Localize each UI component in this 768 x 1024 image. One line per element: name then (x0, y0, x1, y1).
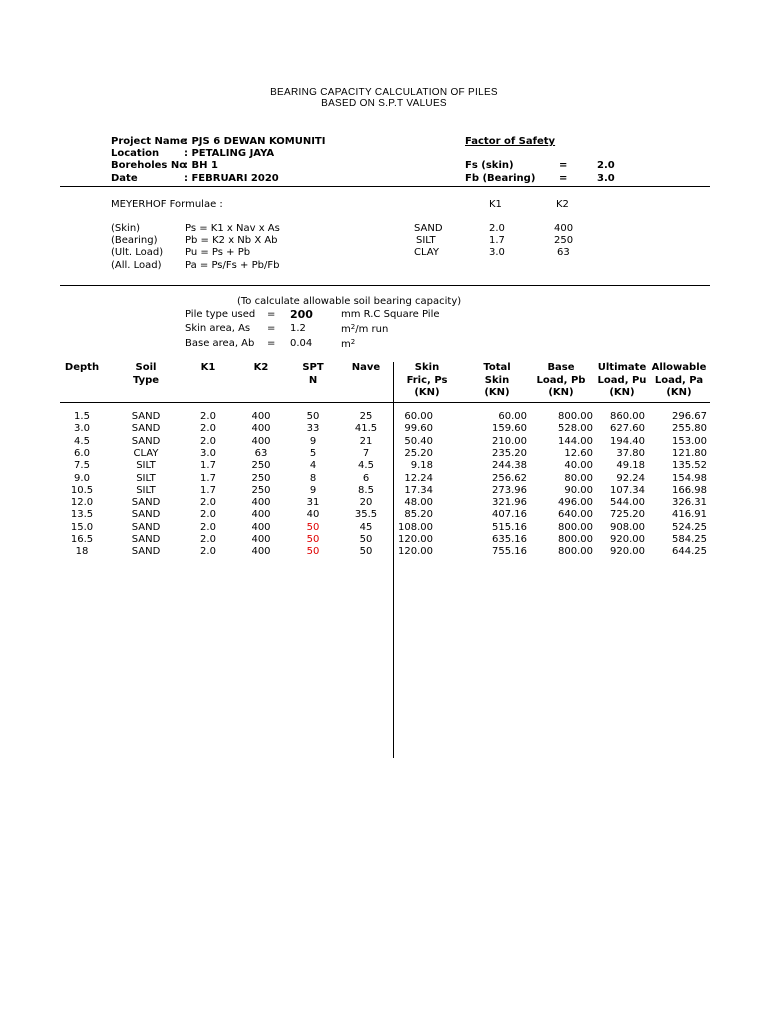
skin-area-value: 1.2 (290, 323, 306, 334)
base-area-value: 0.04 (290, 338, 313, 349)
formula-soil: SILT (416, 235, 436, 246)
pile-note: (To calculate allowable soil bearing capacity) (237, 296, 462, 307)
cell-nave: 50 (359, 546, 373, 558)
cell-depth: 13.5 (70, 509, 94, 521)
table-header-divider (60, 402, 710, 403)
cell-spt: 50 (306, 411, 320, 422)
cell-base-load: 80.00 (564, 472, 593, 484)
formula-soil: SAND (414, 223, 443, 234)
cell-k2: 63 (254, 447, 268, 459)
formula-name: (Bearing) (111, 235, 158, 246)
skin-area-unit: $m^2/m$ run (341, 323, 389, 335)
cell-nave: 7 (362, 447, 370, 459)
cell-soil-type: CLAY (133, 447, 159, 459)
cell-nave: 25 (359, 411, 373, 422)
formula-text: Pu = Ps + Pb (185, 247, 251, 258)
formula-k2: 400 (554, 223, 574, 234)
cell-depth: 12.0 (70, 497, 94, 509)
cell-k2: 250 (251, 460, 271, 472)
cell-depth: 9.0 (74, 472, 90, 484)
cell-ultimate: 627.60 (610, 423, 645, 435)
cell-spt: 8 (309, 472, 317, 484)
base-area-eq: = (267, 338, 276, 349)
cell-soil-type: SAND (131, 411, 161, 422)
cell-ultimate: 725.20 (610, 509, 645, 521)
cell-skin-fric: 99.60 (404, 423, 433, 435)
cell-k1: 2.0 (200, 497, 216, 509)
formulae-k2-head: K2 (556, 199, 569, 210)
cell-allowable: 154.98 (672, 472, 707, 484)
cell-ultimate: 908.00 (610, 521, 645, 533)
cell-k2: 400 (251, 435, 271, 447)
cell-depth: 1.5 (74, 411, 90, 422)
cell-k1: 2.0 (200, 435, 216, 447)
cell-soil-type: SAND (131, 509, 161, 521)
cell-allowable: 416.91 (672, 509, 707, 521)
cell-k1: 1.7 (200, 472, 216, 484)
cell-skin-fric: 9.18 (410, 460, 433, 472)
cell-allowable: 153.00 (672, 435, 707, 447)
cell-allowable: 524.25 (672, 521, 707, 533)
cell-ultimate: 92.24 (616, 472, 645, 484)
cell-nave: 45 (359, 521, 373, 533)
cell-allowable: 121.80 (672, 447, 707, 459)
cell-k1: 2.0 (200, 546, 216, 558)
cell-spt: 40 (306, 509, 320, 521)
cell-k2: 400 (251, 509, 271, 521)
col-header-spt: SPT N (302, 362, 324, 386)
date-label: Date (111, 173, 138, 184)
formulae-k1-head: K1 (489, 199, 502, 210)
cell-k2: 400 (251, 521, 271, 533)
cell-skin-fric: 85.20 (404, 509, 433, 521)
cell-allowable: 296.67 (672, 411, 707, 422)
cell-k2: 400 (251, 423, 271, 435)
pile-type-label: Pile type used (185, 309, 256, 320)
cell-nave: 50 (359, 534, 373, 545)
col-header-nave: Nave (351, 362, 381, 373)
cell-allowable: 584.25 (672, 534, 707, 545)
borehole-value: : BH 1 (184, 160, 218, 171)
cell-nave: 6 (362, 472, 370, 484)
formula-text: Pb = K2 x Nb X Ab (185, 235, 278, 246)
page-subtitle: BASED ON S.P.T VALUES (321, 98, 447, 109)
pile-type-unit: mm R.C Square Pile (341, 309, 440, 320)
cell-spt: 9 (309, 435, 317, 447)
col-header-base-load: Base Load, Pb (KN) (536, 362, 586, 398)
col-header-ultimate: Ultimate Load, Pu (KN) (597, 362, 647, 398)
cell-nave: 20 (359, 497, 373, 509)
cell-total-skin: 515.16 (492, 521, 527, 533)
cell-depth: 10.5 (70, 484, 94, 496)
cell-k1: 2.0 (200, 423, 216, 435)
cell-spt: 4 (309, 460, 317, 472)
cell-k1: 2.0 (200, 521, 216, 533)
cell-total-skin: 755.16 (492, 546, 527, 558)
formula-k2: 250 (554, 235, 574, 246)
cell-depth: 15.0 (70, 521, 94, 533)
fs-value: 2.0 (597, 160, 615, 171)
fs-eq: = (559, 160, 568, 171)
project-name-value: : PJS 6 DEWAN KOMUNITI (184, 136, 326, 147)
cell-total-skin: 244.38 (492, 460, 527, 472)
formula-soil: CLAY (414, 247, 439, 258)
fb-value: 3.0 (597, 173, 615, 184)
cell-k1: 2.0 (200, 411, 216, 422)
cell-k2: 400 (251, 534, 271, 545)
fos-heading: Factor of Safety (465, 136, 556, 147)
cell-depth: 4.5 (74, 435, 90, 447)
base-area-label: Base area, Ab (185, 338, 255, 349)
formula-k2: 63 (557, 247, 570, 258)
cell-total-skin: 210.00 (492, 435, 527, 447)
cell-ultimate: 37.80 (616, 447, 645, 459)
formula-name: (Ult. Load) (111, 247, 164, 258)
fs-label: Fs (skin) (465, 160, 514, 171)
cell-allowable: 135.52 (672, 460, 707, 472)
cell-k1: 2.0 (200, 534, 216, 545)
divider-middle (60, 285, 710, 286)
pile-type-value: 200 (290, 308, 313, 321)
cell-soil-type: SILT (136, 460, 156, 472)
cell-depth: 3.0 (74, 423, 90, 435)
project-name-label: Project Name (111, 136, 187, 147)
cell-spt: 9 (309, 484, 317, 496)
cell-ultimate: 194.40 (610, 435, 645, 447)
cell-spt: 33 (306, 423, 320, 435)
cell-total-skin: 635.16 (492, 534, 527, 545)
cell-base-load: 800.00 (558, 546, 593, 558)
cell-k2: 400 (251, 497, 271, 509)
col-header-total-skin: Total Skin (KN) (483, 362, 511, 398)
cell-depth: 7.5 (74, 460, 90, 472)
col-header-soil: Soil Type (132, 362, 160, 386)
cell-base-load: 640.00 (558, 509, 593, 521)
page-title: BEARING CAPACITY CALCULATION OF PILES (270, 87, 498, 98)
divider-top (60, 186, 710, 187)
formula-text: Ps = K1 x Nav x As (185, 223, 280, 234)
cell-k2: 400 (251, 546, 271, 558)
cell-skin-fric: 12.24 (404, 472, 433, 484)
col-header-k1: K1 (200, 362, 216, 373)
base-area-unit: $m^2$ (341, 338, 356, 350)
cell-spt: 31 (306, 497, 320, 509)
formula-text: Pa = Ps/Fs + Pb/Fb (185, 260, 280, 271)
cell-base-load: 144.00 (558, 435, 593, 447)
cell-soil-type: SAND (131, 497, 161, 509)
col-header-allowable: Allowable Load, Pa (KN) (651, 362, 707, 398)
cell-spt: 50 (306, 546, 320, 558)
cell-skin-fric: 108.00 (398, 521, 433, 533)
col-header-k2: K2 (253, 362, 269, 373)
borehole-label: Boreholes No (111, 160, 187, 171)
cell-k1: 3.0 (200, 447, 216, 459)
cell-k2: 250 (251, 472, 271, 484)
cell-skin-fric: 48.00 (404, 497, 433, 509)
cell-nave: 4.5 (358, 460, 374, 472)
formula-name: (All. Load) (111, 260, 162, 271)
fb-label: Fb (Bearing) (465, 173, 536, 184)
cell-spt: 5 (309, 447, 317, 459)
skin-area-label: Skin area, As (185, 323, 251, 334)
formula-name: (Skin) (111, 223, 141, 234)
cell-base-load: 800.00 (558, 411, 593, 422)
cell-nave: 8.5 (358, 484, 374, 496)
cell-k1: 1.7 (200, 460, 216, 472)
cell-total-skin: 321.96 (492, 497, 527, 509)
cell-nave: 41.5 (354, 423, 378, 435)
cell-allowable: 644.25 (672, 546, 707, 558)
cell-k2: 250 (251, 484, 271, 496)
cell-ultimate: 49.18 (616, 460, 645, 472)
cell-depth: 6.0 (74, 447, 90, 459)
cell-allowable: 166.98 (672, 484, 707, 496)
cell-base-load: 496.00 (558, 497, 593, 509)
cell-base-load: 90.00 (564, 484, 593, 496)
skin-area-eq: = (267, 323, 276, 334)
cell-skin-fric: 60.00 (404, 411, 433, 422)
cell-base-load: 800.00 (558, 521, 593, 533)
cell-soil-type: SAND (131, 546, 161, 558)
cell-skin-fric: 50.40 (404, 435, 433, 447)
cell-soil-type: SAND (131, 534, 161, 545)
cell-spt: 50 (306, 521, 320, 533)
cell-k1: 2.0 (200, 509, 216, 521)
cell-nave: 35.5 (354, 509, 378, 521)
cell-k2: 400 (251, 411, 271, 422)
location-value: : PETALING JAYA (184, 148, 275, 159)
formula-k1: 1.7 (489, 235, 505, 246)
col-header-depth: Depth (64, 362, 100, 373)
formula-k1: 2.0 (489, 223, 505, 234)
cell-ultimate: 544.00 (610, 497, 645, 509)
cell-total-skin: 273.96 (492, 484, 527, 496)
formulae-heading: MEYERHOF Formulae : (111, 199, 223, 210)
cell-ultimate: 107.34 (610, 484, 645, 496)
cell-soil-type: SAND (131, 423, 161, 435)
cell-total-skin: 235.20 (492, 447, 527, 459)
cell-depth: 16.5 (70, 534, 94, 545)
cell-skin-fric: 120.00 (398, 546, 433, 558)
cell-k1: 1.7 (200, 484, 216, 496)
cell-nave: 21 (359, 435, 373, 447)
cell-allowable: 326.31 (672, 497, 707, 509)
cell-ultimate: 860.00 (610, 411, 645, 422)
cell-soil-type: SILT (136, 472, 156, 484)
cell-soil-type: SILT (136, 484, 156, 496)
cell-base-load: 528.00 (558, 423, 593, 435)
cell-skin-fric: 25.20 (404, 447, 433, 459)
cell-skin-fric: 120.00 (398, 534, 433, 545)
cell-allowable: 255.80 (672, 423, 707, 435)
cell-spt: 50 (306, 534, 320, 545)
col-header-skin-fric: Skin Fric, Ps (KN) (406, 362, 448, 398)
cell-total-skin: 256.62 (492, 472, 527, 484)
cell-total-skin: 407.16 (492, 509, 527, 521)
location-label: Location (111, 148, 160, 159)
cell-ultimate: 920.00 (610, 534, 645, 545)
date-value: : FEBRUARI 2020 (184, 173, 279, 184)
cell-skin-fric: 17.34 (404, 484, 433, 496)
cell-base-load: 12.60 (564, 447, 593, 459)
pile-type-eq: = (267, 309, 276, 320)
cell-depth: 18 (75, 546, 89, 558)
fb-eq: = (559, 173, 568, 184)
cell-base-load: 800.00 (558, 534, 593, 545)
cell-soil-type: SAND (131, 435, 161, 447)
cell-soil-type: SAND (131, 521, 161, 533)
cell-total-skin: 159.60 (492, 423, 527, 435)
cell-total-skin: 60.00 (498, 411, 527, 422)
cell-ultimate: 920.00 (610, 546, 645, 558)
cell-base-load: 40.00 (564, 460, 593, 472)
formula-k1: 3.0 (489, 247, 505, 258)
